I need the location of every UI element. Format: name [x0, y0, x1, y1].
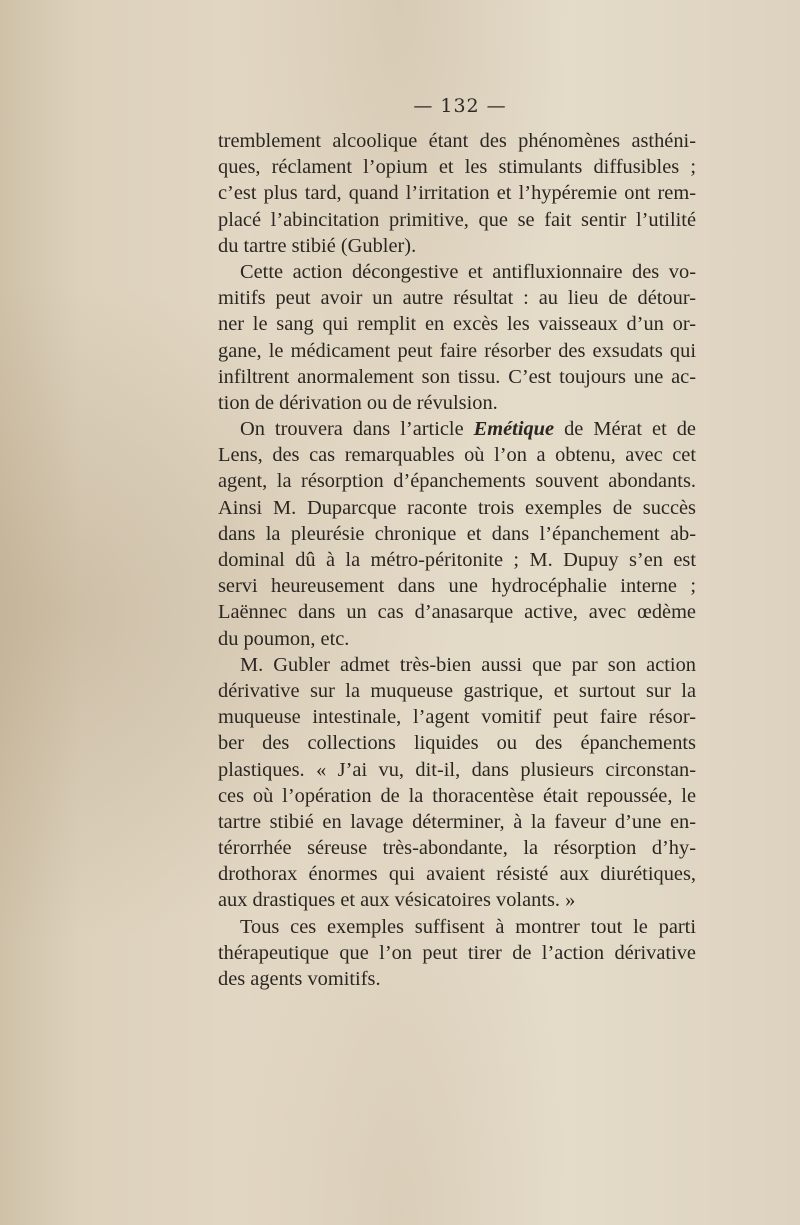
page-number: — 132 —: [413, 95, 507, 117]
text-line: tremblement alcoolique étant des phénomènes asthéni-: [218, 130, 696, 152]
text-line: térorrhée séreuse très-abondante, la résorption d’hy-: [218, 837, 696, 860]
text-line: tion de dérivation ou de révulsion.: [218, 391, 498, 414]
paragraph: [218, 128, 696, 259]
text-line: ques, réclament l’opium et les stimulants diffusibles ;: [218, 156, 696, 179]
text-line: agent, la résorption d’épanchements souvent abondants.: [218, 470, 696, 493]
paragraph: [218, 914, 696, 993]
text-line: muqueuse intestinale, l’agent vomitif peut faire résor-: [218, 706, 696, 729]
text-run: de Mérat et de: [554, 418, 696, 441]
text-line: mitifs peut avoir un autre résultat : au lieu de détour-: [218, 287, 696, 310]
text-line: des agents vomitifs.: [218, 968, 381, 990]
text-line: servi heureusement dans une hydrocéphalie interne ;: [218, 575, 696, 598]
text-line: infiltrent anormalement son tissu. C’est toujours une ac-: [218, 365, 696, 388]
text-line: Cette action décongestive et antifluxionnaire des vo-: [240, 260, 696, 283]
text-line: tartre stibié en lavage déterminer, à la faveur d’une en-: [218, 810, 696, 833]
text-line: aux drastiques et aux vésicatoires volants. »: [218, 889, 576, 912]
article-title: Emétique: [473, 418, 555, 441]
body-text: [218, 128, 696, 992]
text-line: placé l’abincitation primitive, que se fait sentir l’utilité: [218, 208, 696, 231]
text-line: M. Gubler admet très-bien aussi que par son action: [240, 653, 696, 676]
text-line: thérapeutique que l’on peut tirer de l’action dérivative: [218, 941, 696, 964]
text-line: dominal dû à la métro-péritonite ; M. Dupuy s’en est: [218, 549, 696, 571]
text-line: dérivative sur la muqueuse gastrique, et surtout sur la: [218, 679, 696, 702]
text-line: ber des collections liquides ou des épanchements: [218, 732, 696, 755]
text-line: Tous ces exemples suffisent à montrer tout le parti: [240, 915, 696, 938]
text-line: Laënnec dans un cas d’anasarque active, avec œdème: [218, 601, 696, 624]
text-run: On trouvera dans l’article: [240, 418, 474, 441]
paragraph: [218, 259, 696, 416]
text-line: ces où l’opération de la thoracentèse était repoussée, le: [218, 784, 696, 807]
text-line: Ainsi M. Duparcque raconte trois exemples de succès: [218, 496, 696, 519]
text-line: [218, 416, 696, 442]
text-line: du poumon, etc.: [218, 627, 350, 650]
text-line: ner le sang qui remplit en excès les vaisseaux d’un or-: [218, 313, 696, 336]
text-line: drothorax énormes qui avaient résisté aux diurétiques,: [218, 863, 696, 886]
text-line: plastiques. « J’ai vu, dit-il, dans plusieurs circonstan-: [218, 758, 696, 781]
paragraph: [218, 652, 696, 914]
text-line: Lens, des cas remarquables où l’on a obtenu, avec cet: [218, 444, 696, 467]
text-line: du tartre stibié (Gubler).: [218, 234, 417, 257]
text-line: dans la pleurésie chronique et dans l’épanchement ab-: [218, 522, 696, 545]
text-line: c’est plus tard, quand l’irritation et l’hypéremie ont rem-: [218, 182, 696, 205]
text-line: gane, le médicament peut faire résorber des exsudats qui: [218, 339, 696, 362]
paragraph: [218, 416, 696, 652]
